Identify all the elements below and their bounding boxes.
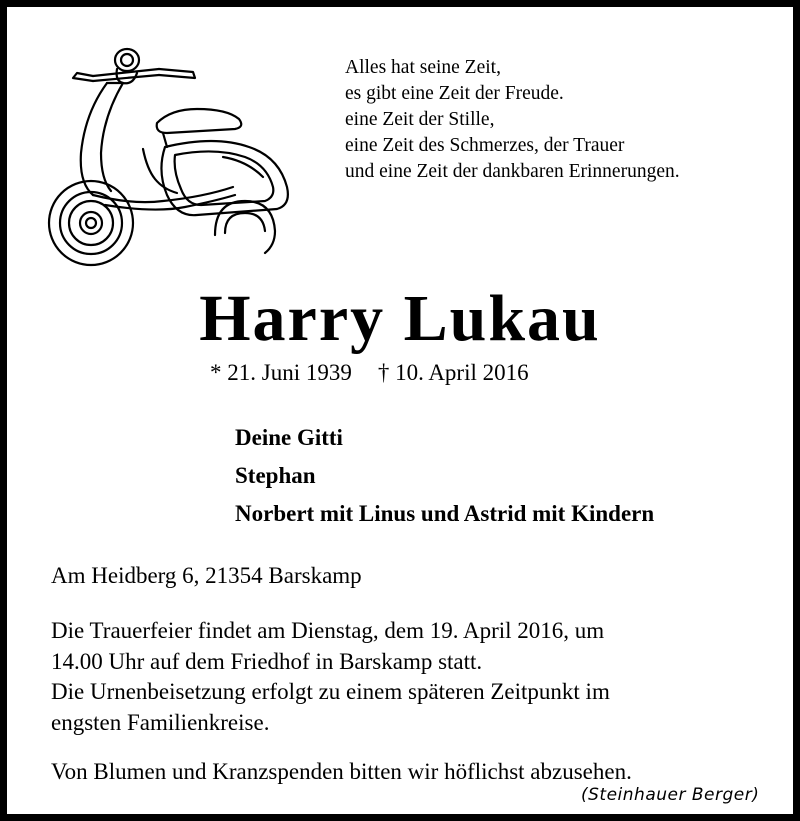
poem-line: eine Zeit des Schmerzes, der Trauer — [345, 135, 625, 156]
ceremony-line: engsten Familienkreise. — [51, 709, 270, 735]
flowers-note: Von Blumen und Kranzspenden bitten wir höflichst abzusehen. — [51, 759, 632, 784]
mourner-line: Norbert mit Linus und Astrid mit Kindern — [235, 501, 655, 526]
birth-date: * 21. Juni 1939 — [210, 360, 352, 385]
poem-line: Alles hat seine Zeit, — [345, 57, 501, 78]
mourners-list — [235, 419, 654, 533]
poem-line: und eine Zeit der dankbaren Erinnerungen. — [345, 161, 680, 182]
ceremony-line: 14.00 Uhr auf dem Friedhof in Barskamp statt. — [51, 648, 483, 674]
ceremony-line: Die Trauerfeier findet am Dienstag, dem 19. April 2016, um — [51, 618, 605, 643]
death-date: † 10. April 2016 — [377, 360, 529, 385]
ceremony-info — [51, 616, 771, 738]
poem-line: es gibt eine Zeit der Freude. — [345, 83, 564, 104]
ceremony-line: Die Urnenbeisetzung erfolgt zu einem späteren Zeitpunkt im — [51, 679, 610, 704]
address: Am Heidberg 6, 21354 Barskamp — [51, 563, 362, 588]
life-dates — [210, 358, 529, 388]
funeral-home-signature: (Steinhauer Berger) — [581, 785, 760, 805]
deceased-name: Harry Lukau — [199, 282, 601, 355]
mourner-line: Stephan — [235, 463, 316, 488]
mourner-line: Deine Gitti — [235, 425, 343, 450]
scooter-icon — [47, 45, 295, 277]
poem — [345, 55, 680, 185]
poem-line: eine Zeit der Stille, — [345, 109, 495, 130]
